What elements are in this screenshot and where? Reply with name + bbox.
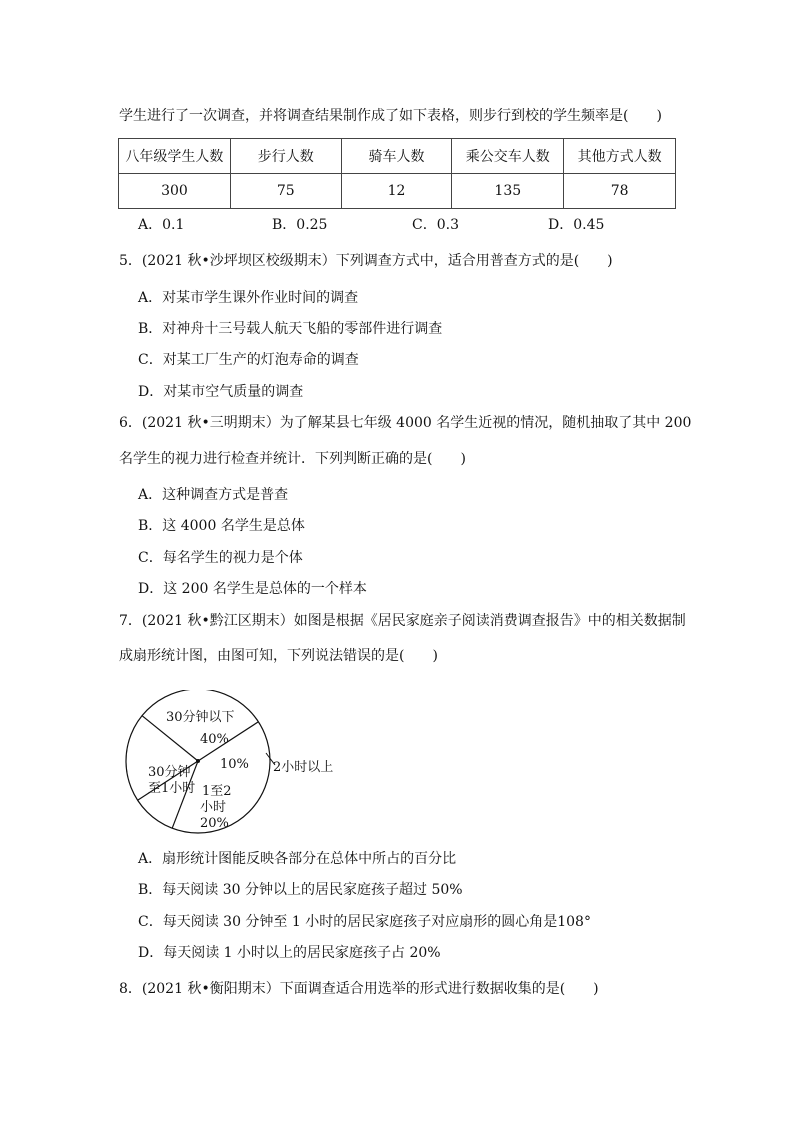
q7-option-b[interactable]: B．每天阅读 30 分钟以上的居民家庭孩子超过 50%	[138, 882, 463, 898]
value-other: 78	[564, 174, 676, 209]
slice-percent-10: 10%	[220, 757, 249, 772]
slice-label-over-2h: 2小时以上	[273, 760, 334, 775]
q5-option-d[interactable]: D．对某市空气质量的调查	[138, 384, 304, 400]
q7-option-c[interactable]: C．每天阅读 30 分钟至 1 小时的居民家庭孩子对应扇形的圆心角是108°	[138, 914, 591, 930]
q7-option-d[interactable]: D．每天阅读 1 小时以上的居民家庭孩子占 20%	[138, 945, 441, 961]
pie-center-dot	[196, 759, 200, 763]
q4-option-d[interactable]: D．0.45	[548, 217, 605, 233]
q6-stem-line1: 6．(2021 秋•三明期末）为了解某县七年级 4000 名学生近视的情况，随机抽取了其中 200	[119, 415, 692, 431]
header-bus: 乘公交车人数	[452, 139, 564, 174]
reading-time-pie-chart	[118, 690, 368, 840]
value-bus: 135	[452, 174, 564, 209]
slice-label-30min-1h-line1: 30分钟	[148, 765, 191, 780]
q5-option-b[interactable]: B．对神舟十三号载人航天飞船的零部件进行调查	[138, 321, 443, 337]
slice-label-1-2h-line2: 小时	[200, 800, 227, 815]
slice-percent-20: 20%	[200, 816, 229, 831]
q6-option-c[interactable]: C．每名学生的视力是个体	[138, 550, 303, 566]
q6-option-a[interactable]: A．这种调查方式是普查	[138, 487, 289, 503]
slice-label-1-2h-line1: 1至2	[202, 784, 232, 799]
q6-option-d[interactable]: D．这 200 名学生是总体的一个样本	[138, 581, 367, 597]
slice-label-under-30min: 30分钟以下	[166, 710, 235, 725]
q4-option-c[interactable]: C．0.3	[412, 217, 459, 233]
table-header-row	[119, 139, 676, 174]
q5-option-a[interactable]: A．对某市学生课外作业时间的调查	[138, 290, 359, 306]
table-value-row	[119, 174, 676, 209]
header-total-students: 八年级学生人数	[119, 139, 231, 174]
q5-stem: 5．(2021 秋•沙坪坝区校级期末）下列调查方式中，适合用普查方式的是( )	[119, 253, 613, 269]
header-other: 其他方式人数	[564, 139, 676, 174]
slice-label-30min-1h-line2: 至1小时	[148, 781, 196, 796]
q6-option-b[interactable]: B．这 4000 名学生是总体	[138, 518, 305, 534]
survey-table	[118, 138, 676, 209]
slice-percent-40: 40%	[200, 732, 229, 747]
q4-stem: 学生进行了一次调查，并将调查结果制作成了如下表格，则步行到校的学生频率是( )	[119, 108, 662, 124]
value-total-students: 300	[119, 174, 231, 209]
q7-stem-line2: 成扇形统计图，由图可知，下列说法错误的是( )	[119, 648, 438, 664]
q7-stem-line1: 7．(2021 秋•黔江区期末）如图是根据《居民家庭亲子阅读消费调查报告》中的相关数据制	[119, 613, 686, 629]
q5-option-c[interactable]: C．对某工厂生产的灯泡寿命的调查	[138, 352, 359, 368]
q4-option-a[interactable]: A．0.1	[138, 217, 185, 233]
header-walk: 步行人数	[230, 139, 341, 174]
value-bike: 12	[341, 174, 452, 209]
value-walk: 75	[230, 174, 341, 209]
header-bike: 骑车人数	[341, 139, 452, 174]
q6-stem-line2: 名学生的视力进行检查并统计．下列判断正确的是( )	[119, 451, 466, 467]
q7-option-a[interactable]: A．扇形统计图能反映各部分在总体中所占的百分比	[138, 851, 457, 867]
q4-option-b[interactable]: B．0.25	[272, 217, 328, 233]
q8-stem: 8．(2021 秋•衡阳期末）下面调查适合用选举的形式进行数据收集的是( )	[119, 981, 599, 997]
